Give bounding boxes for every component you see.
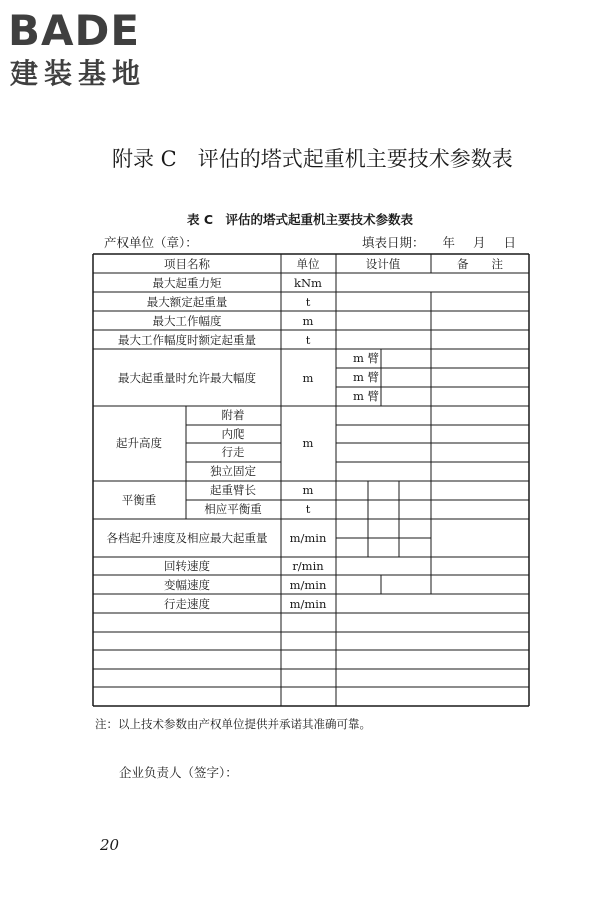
row-unit: m/min (289, 531, 327, 545)
row-unit: m (302, 436, 314, 450)
page-number: 20 (100, 836, 120, 854)
row-unit: m (302, 483, 314, 497)
row-unit: r/min (292, 559, 324, 573)
sub-row-label: 独立固定 (210, 464, 256, 478)
date-month: 月 (473, 235, 486, 250)
date-label: 填表日期： (362, 235, 425, 250)
owner-label: 产权单位（章）： (104, 235, 198, 250)
boom-length-label: m 臂 (352, 351, 380, 365)
row-label: 最大起重量时允许最大幅度 (118, 371, 256, 385)
appendix-title: 附录 C 评估的塔式起重机主要技术参数表 (112, 147, 513, 171)
row-label: 回转速度 (164, 559, 210, 573)
logo-subtitle: 建装基地 (10, 57, 147, 90)
row-label: 起升高度 (116, 436, 162, 450)
row-unit: kNm (294, 276, 322, 290)
row-label: 平衡重 (121, 493, 157, 507)
row-label: 行走速度 (164, 597, 210, 611)
date-year: 年 (442, 235, 456, 250)
table-caption: 表 C 评估的塔式起重机主要技术参数表 (186, 212, 414, 227)
row-label: 各档起升速度及相应最大起重量 (106, 531, 268, 545)
row-unit: m/min (289, 597, 327, 611)
boom-length-label: m 臂 (352, 389, 380, 403)
sub-row-label: 相应平衡重 (204, 502, 262, 516)
sub-row-label: 行走 (221, 445, 245, 459)
signature-label: 企业负责人（签字）： (119, 765, 238, 780)
row-unit: t (305, 333, 311, 347)
row-label: 最大起重力矩 (152, 276, 222, 290)
row-unit: t (305, 295, 311, 309)
sub-row-label: 内爬 (221, 427, 245, 441)
row-unit: t (305, 502, 311, 516)
row-unit: m (302, 371, 314, 385)
date-day: 日 (503, 235, 517, 250)
row-unit: m/min (289, 578, 327, 592)
logo-brand-text: BADE (8, 6, 141, 55)
sub-row-label: 起重臂长 (210, 483, 256, 497)
row-label: 变幅速度 (164, 578, 210, 592)
row-label: 最大额定起重量 (146, 295, 228, 309)
boom-length-label: m 臂 (352, 370, 380, 384)
header-item: 项目名称 (164, 257, 210, 271)
header-remark: 备 注 (457, 257, 503, 271)
header-unit: 单位 (296, 257, 320, 271)
table-note: 注：以上技术参数由产权单位提供并承诺其准确可靠。 (95, 717, 371, 731)
row-label: 最大工作幅度 (152, 314, 222, 328)
header-design: 设计值 (365, 257, 401, 271)
row-label: 最大工作幅度时额定起重量 (118, 333, 256, 347)
sub-row-label: 附着 (221, 408, 245, 422)
row-unit: m (302, 314, 314, 328)
